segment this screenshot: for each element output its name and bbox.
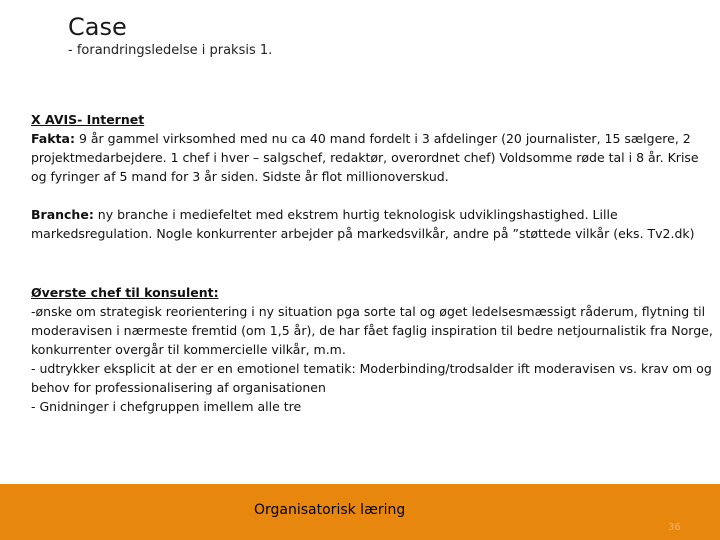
footer-title: Organisatorisk læring (254, 502, 406, 518)
branche-section (31, 205, 713, 243)
fakta-text: 9 år gammel virksomhed med nu ca 40 mand fordelt i 3 afdelinger (20 journalister, 15 sælgere, 2 projektmedarbejdere. 1 chef i hver – salgschef, redaktør, overordnet chef) Voldsomme røde tal i 8 år. Krise og fyringer af 5 mand for 3 år siden. Sidste år flot millionoverskud. (31, 131, 699, 184)
slide-subtitle: - forandringsledelse i praksis 1. (68, 43, 273, 58)
fakta-label: Fakta: (31, 131, 75, 146)
branche-paragraph (31, 205, 713, 243)
chef-line-1: -ønske om strategisk reorientering i ny situation pga sorte tal og øget ledelsesmæssigt råderum, flytning til moderavisen i nærmeste fremtid (om 1,5 år), de har fået faglig inspiration til bedre netjournalistik fra Norge, konkurrenter overgår til kommercielle vilkår, m.m. (31, 304, 713, 357)
chef-line-3: - Gnidninger i chefgruppen imellem alle tre (31, 399, 302, 414)
slide-title: Case (68, 13, 127, 41)
case-section (31, 110, 713, 186)
chef-section (31, 283, 713, 416)
chef-line-2: - udtrykker eksplicit at der er en emotionel tematik: Moderbinding/trodsalder ift moderavisen vs. krav om og behov for professionalisering af organisationen (31, 361, 712, 395)
page-number: 36 (668, 522, 681, 533)
branche-label: Branche: (31, 207, 94, 222)
case-heading: X AVIS- Internet (31, 112, 145, 127)
branche-text: ny branche i mediefeltet med ekstrem hurtig teknologisk udviklingshastighed. Lille markedsregulation. Nogle konkurrenter arbejder på markedsvilkår, andre på ”støttede vilkår (eks. Tv2.dk) (31, 207, 695, 241)
chef-heading: Øverste chef til konsulent: (31, 285, 219, 300)
fakta-paragraph (31, 129, 713, 186)
